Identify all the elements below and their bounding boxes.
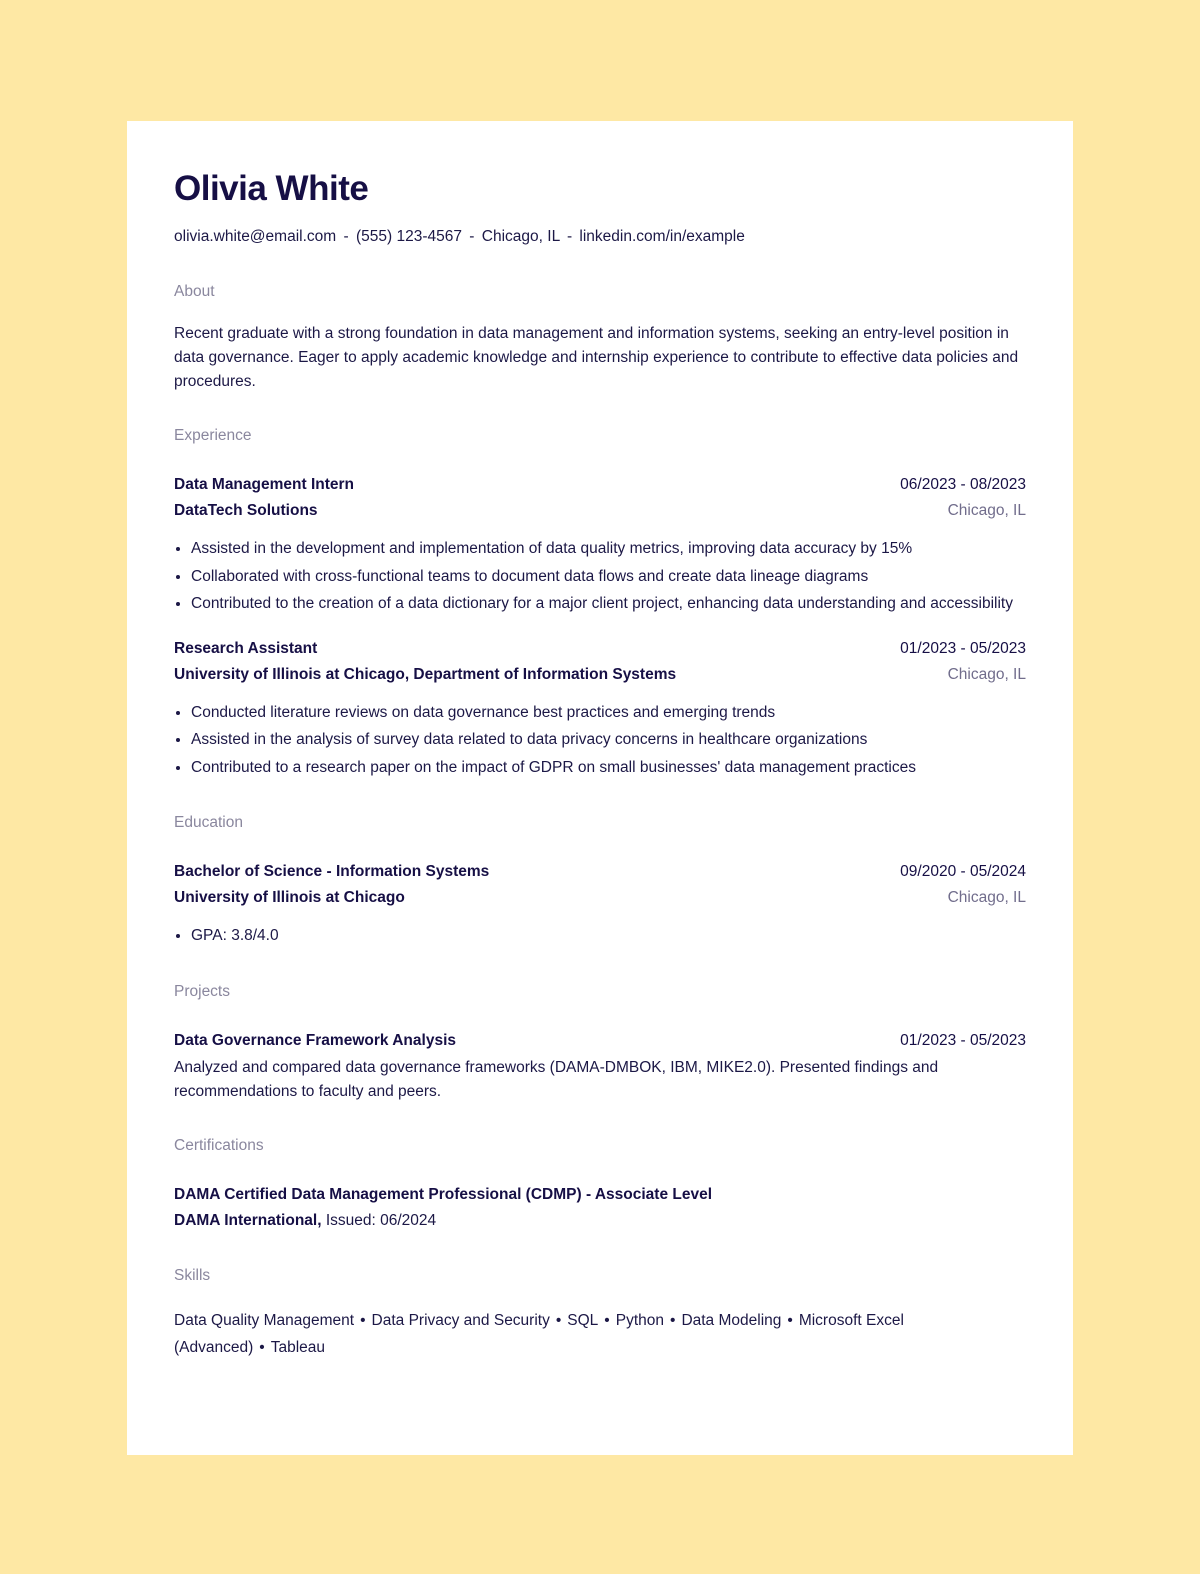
bullet-list [174, 699, 1026, 782]
resume-page [127, 121, 1073, 1455]
section-title-about: About [174, 283, 215, 300]
school: University of Illinois at Chicago [174, 889, 405, 906]
skill-item: Microsoft Excel (Advanced) [174, 1311, 904, 1356]
job-location: Chicago, IL [947, 502, 1026, 519]
education-entry [174, 859, 1026, 950]
bullet-item: • Contributed to a research paper on the impact of GDPR on small businesses' data management practices [191, 754, 1026, 782]
certification-details [174, 1208, 1026, 1234]
project-name: Data Governance Framework Analysis [174, 1031, 456, 1049]
section-title-experience: Experience [174, 427, 252, 444]
project-dates: 01/2023 - 05/2023 [900, 1031, 1026, 1049]
skill-separator: • [360, 1311, 366, 1329]
job-title: Research Assistant [174, 639, 318, 657]
contact-linkedin: linkedin.com/in/example [579, 228, 745, 245]
entry-subheader [174, 662, 1026, 688]
skill-item: Data Privacy and Security [371, 1311, 550, 1329]
school-location: Chicago, IL [947, 889, 1026, 906]
bullet-item: • Assisted in the analysis of survey data related to data privacy concerns in healthcare organizations [191, 726, 1026, 754]
skill-item: Data Modeling [681, 1311, 782, 1329]
experience-entry [174, 636, 1026, 782]
skill-separator: • [670, 1311, 676, 1329]
skill-separator: • [787, 1311, 793, 1329]
contact-separator: - [343, 228, 349, 245]
entry-subheader [174, 498, 1026, 524]
section-title-skills: Skills [174, 1266, 211, 1284]
entry-header [174, 859, 1026, 885]
certification-issued: Issued: 06/2024 [325, 1211, 437, 1229]
contact-separator: - [566, 228, 573, 245]
section-title-certifications: Certifications [174, 1136, 264, 1154]
skill-separator: • [259, 1338, 265, 1356]
entry-subheader [174, 885, 1026, 911]
skill-item: Python [615, 1311, 664, 1329]
project-entry [174, 1028, 1026, 1104]
experience-entry [174, 472, 1026, 618]
bullet-item: • Collaborated with cross-functional teams to document data flows and create data lineage diagrams [191, 563, 1026, 591]
section-title-education: Education [174, 814, 243, 831]
job-title: Data Management Intern [174, 476, 355, 493]
job-location: Chicago, IL [947, 665, 1026, 683]
skills-list [174, 1307, 1026, 1361]
job-dates: 01/2023 - 05/2023 [900, 639, 1026, 657]
entry-header [174, 472, 1026, 498]
bullet-list [174, 535, 1026, 618]
education-dates: 09/2020 - 05/2024 [900, 863, 1026, 880]
bullet-item: • Contributed to the creation of a data dictionary for a major client project, enhancing data understanding and accessibility [191, 590, 1026, 618]
certification-name: DAMA Certified Data Management Professional (CDMP) - Associate Level [174, 1185, 713, 1203]
contact-separator: - [469, 228, 475, 245]
bullet-item: • Conducted literature reviews on data governance best practices and emerging trends [191, 699, 1026, 727]
candidate-name: Olivia White [174, 169, 369, 208]
contact-location: Chicago, IL [481, 228, 560, 245]
skill-separator: • [604, 1311, 610, 1329]
bullet-item: • GPA: 3.8/4.0 [191, 922, 1026, 950]
entry-header [174, 1028, 1026, 1054]
bullet-item: • Assisted in the development and implementation of data quality metrics, improving data accuracy by 15% [191, 535, 1026, 563]
certification-entry [174, 1182, 1026, 1234]
employer: DataTech Solutions [174, 502, 318, 519]
skill-item: SQL [567, 1311, 599, 1329]
bullet-list [174, 922, 1026, 950]
employer: University of Illinois at Chicago, Department of Information Systems [174, 665, 677, 683]
contact-email: olivia.white@email.com [174, 228, 337, 245]
certification-issuer: DAMA International, [174, 1211, 322, 1229]
contact-line [174, 226, 1026, 248]
skill-item: Tableau [270, 1338, 325, 1356]
project-description: Analyzed and compared data governance frameworks (DAMA-DMBOK, IBM, MIKE2.0). Presented findings and recommendations to faculty and peers. [174, 1058, 939, 1100]
skill-separator: • [555, 1311, 562, 1329]
job-dates: 06/2023 - 08/2023 [900, 476, 1026, 493]
skill-item: Data Quality Management [174, 1311, 355, 1329]
contact-phone: (555) 123-4567 [355, 228, 462, 245]
entry-header [174, 636, 1026, 662]
degree: Bachelor of Science - Information Systems [174, 863, 490, 880]
about-text: Recent graduate with a strong foundation in data management and information systems, seeking an entry-level position in data governance. Eager to apply academic knowledge and internship experience to contribute to effective data policies and procedures. [174, 325, 1019, 390]
section-title-projects: Projects [174, 982, 230, 1000]
